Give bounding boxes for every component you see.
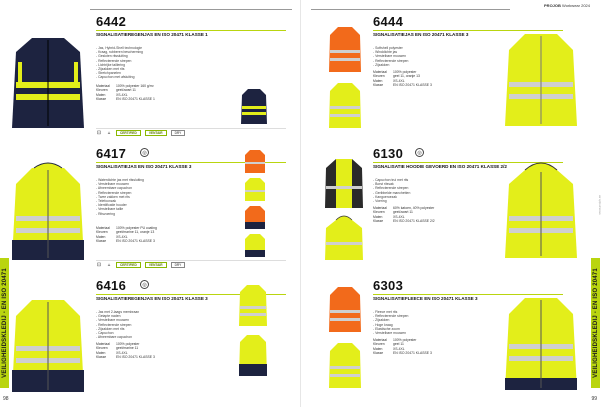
feature-item: - Lichtrijke taillering <box>96 63 226 67</box>
tag-badge: VENTAIR <box>145 262 167 268</box>
spec-value: EN ISO 20471 KLASSE 2/2 <box>393 218 435 223</box>
side-tab-label: VEILIGHEIDSKLEDIJ - EN ISO 20471 <box>592 268 599 378</box>
product-thumb <box>323 214 365 262</box>
spec-key: Klasse <box>96 354 107 359</box>
page-number: 98 <box>3 396 9 402</box>
website-url: www.projob.se <box>598 195 602 215</box>
product-thumb <box>327 284 363 334</box>
spec-key: Maten <box>96 350 106 355</box>
collection-name: Workwear 2024 <box>562 3 590 8</box>
feature-item: - Getapte naden <box>96 314 226 318</box>
washing-icon: ⊡ <box>96 130 102 136</box>
header-rule <box>90 9 292 10</box>
tag-badge: DRY <box>171 262 186 268</box>
spec-value: 100% polyester <box>116 342 140 346</box>
spec-value: geel/marine 11 <box>116 346 139 351</box>
spec-value: 100% polyester PU coating <box>116 226 157 230</box>
feature-item: - Zijzakken <box>373 63 503 67</box>
product-6444[interactable] <box>303 14 583 140</box>
iron-icon: ▵ <box>107 262 111 268</box>
spec-key: Klasse <box>96 238 107 243</box>
feature-list <box>373 46 503 67</box>
feature-item: - Capuchon trui met rits <box>373 178 523 182</box>
product-image <box>8 294 88 394</box>
spec-table <box>96 226 226 243</box>
feature-item: - Voering <box>373 199 523 203</box>
spec-value: geel 11, oranje 13 <box>393 74 420 79</box>
spec-value: 100% polyester 160 g/m² <box>116 84 154 88</box>
category-side-tab <box>0 258 9 388</box>
product-thumb <box>238 282 268 328</box>
product-6130[interactable] <box>303 146 583 272</box>
spec-table <box>373 338 503 355</box>
product-title: SIGNALISATIEFLEECE EN ISO 20471 KLASSE 3 <box>373 296 478 301</box>
product-image <box>8 162 88 262</box>
product-6442[interactable] <box>8 14 288 140</box>
tag-badge: DRY <box>171 130 186 136</box>
product-title: SIGNALISATIEJAS EN ISO 20471 KLASSE 3 <box>373 32 469 37</box>
spec-value: EN ISO 20471 KLASSE 1 <box>116 96 155 101</box>
feature-item: - Capuchon met afsluiting <box>96 75 226 79</box>
spec-value: geel/marine 11, oranje 13 <box>116 230 155 235</box>
feature-item: - Fleece met rits <box>373 310 523 314</box>
feature-item: - Zijzakken met rits <box>96 67 226 71</box>
spec-table <box>96 84 226 101</box>
product-code: 6417 <box>96 146 127 161</box>
spec-value: XS-4XL <box>393 214 405 219</box>
feature-item: - Verstelbare mouwen <box>373 54 503 58</box>
feature-item: - Winddichte jas <box>373 50 503 54</box>
product-title: SIGNALISATIEREGENJAS EN ISO 20471 KLASSE 3 <box>96 296 208 301</box>
washing-icon: ⊡ <box>96 262 102 268</box>
product-code: 6130 <box>373 146 404 161</box>
product-code: 6303 <box>373 278 404 293</box>
feature-item: - Telefoonzak <box>96 199 226 203</box>
product-thumb <box>244 204 266 230</box>
spec-key: Klasse <box>373 82 384 87</box>
product-thumb <box>244 148 266 174</box>
feature-item: - Hoge kraag <box>373 323 523 327</box>
spec-row <box>96 355 226 359</box>
side-tab-label: VEILIGHEIDSKLEDIJ - EN ISO 20471 <box>1 268 8 378</box>
feature-item: - Zijzakken <box>373 318 523 322</box>
spec-row <box>96 239 226 243</box>
product-title: SIGNALISATIEJAS EN ISO 20471 KLASSE 3 <box>96 164 192 169</box>
product-code: 6444 <box>373 14 404 29</box>
spec-value: geel/zwart 11 <box>393 210 413 215</box>
standard-icon: ◎ <box>140 148 149 157</box>
spec-table <box>373 70 503 87</box>
spec-key: Materiaal <box>373 70 387 74</box>
spec-table <box>373 206 503 223</box>
spec-key: Materiaal <box>373 206 387 210</box>
spec-row <box>373 219 503 223</box>
feature-item: - Verstelbare mouwen <box>373 331 523 335</box>
spec-value: EN ISO 20471 KLASSE 3 <box>393 350 432 355</box>
feature-item: - Stretchpanelen <box>96 71 226 75</box>
spec-table <box>96 342 226 359</box>
product-6417[interactable] <box>8 146 288 272</box>
tag-badge: CERTIFIED <box>116 262 141 268</box>
spec-key: Kleuren <box>373 342 385 347</box>
spec-value: 100% polyester <box>393 338 417 342</box>
product-thumb <box>327 24 363 74</box>
spec-value: geel/zwart 11 <box>116 88 136 93</box>
brand-name: PROJOB <box>544 3 561 8</box>
spec-value: EN ISO 20471 KLASSE 3 <box>393 82 432 87</box>
page-number: 99 <box>591 396 597 402</box>
spec-key: Maten <box>96 92 106 97</box>
feature-item: - Ritsvoering <box>96 212 226 216</box>
spec-key: Kleuren <box>96 88 108 93</box>
spec-value: EN ISO 20471 KLASSE 3 <box>116 238 155 243</box>
feature-item: - Verstelbare taille <box>96 207 226 211</box>
product-thumb <box>327 80 363 130</box>
feature-item: - Waterdichte jas met ritssluiting <box>96 178 226 182</box>
tag-badge: CERTIFIED <box>116 130 141 136</box>
spec-key: Materiaal <box>96 226 110 230</box>
feature-item: - Kangoeroezak <box>373 195 523 199</box>
feature-item: - Capuchon <box>96 331 226 335</box>
standard-icon: ◎ <box>140 280 149 289</box>
spec-value: XS-4XL <box>393 346 405 351</box>
product-6303[interactable] <box>303 278 583 404</box>
header-rule <box>311 9 510 10</box>
tag-badge: VENTAIR <box>145 130 167 136</box>
feature-item: - Verstelbare mouwen <box>96 318 226 322</box>
product-code: 6416 <box>96 278 127 293</box>
spec-row <box>96 97 226 101</box>
feature-item: - Kraag, rubberen bescherming <box>96 50 226 54</box>
spec-key: Maten <box>373 78 383 83</box>
product-footer <box>96 260 286 268</box>
feature-item: - Reflecterende strepen <box>373 314 523 318</box>
feature-item: - Verstelbare mouwen <box>96 182 226 186</box>
feature-item: - Geribbelde manchetten <box>373 191 523 195</box>
product-thumb <box>244 232 266 258</box>
feature-item: - Zijzakken met rits <box>96 327 226 331</box>
feature-item: - Identificatie houder <box>96 203 226 207</box>
spec-key: Maten <box>96 234 106 239</box>
spec-key: Kleuren <box>96 230 108 235</box>
feature-list <box>96 46 226 80</box>
category-side-tab <box>591 258 600 388</box>
feature-item: - Reflecterende strepen <box>96 191 226 195</box>
product-footer <box>96 128 286 136</box>
right-page <box>300 0 600 407</box>
product-thumb <box>323 156 365 210</box>
product-image <box>501 160 581 260</box>
product-thumb <box>327 340 363 390</box>
product-image <box>501 28 581 128</box>
spec-value: XS-4XL <box>393 78 405 83</box>
spec-key: Maten <box>373 214 383 219</box>
spec-key: Kleuren <box>96 346 108 351</box>
spec-key: Maten <box>373 346 383 351</box>
product-title: SIGNALISATIEREGENJAS EN ISO 20471 KLASSE 1 <box>96 32 208 37</box>
spec-key: Kleuren <box>373 74 385 79</box>
left-page <box>0 0 300 407</box>
accent-rule <box>96 30 286 31</box>
feature-item: - Borst ritsvak <box>373 182 523 186</box>
product-image <box>501 292 581 392</box>
spec-key: Klasse <box>96 96 107 101</box>
feature-item: - Twee zakken met rits <box>96 195 226 199</box>
feature-item: - Elastische zoom <box>373 327 523 331</box>
feature-item: - Gesloten ritssluiting <box>96 54 226 58</box>
spec-key: Klasse <box>373 218 384 223</box>
spec-key: Klasse <box>373 350 384 355</box>
feature-item: - Reflecterende strepen <box>96 323 226 327</box>
spec-row <box>373 83 503 87</box>
feature-list <box>96 178 226 216</box>
iron-icon: ▵ <box>107 130 111 136</box>
spec-value: XS-4XL <box>116 234 128 239</box>
feature-item: - Softshell polyester <box>373 46 503 50</box>
product-thumb <box>238 332 268 378</box>
spec-value: geel 11 <box>393 342 404 347</box>
product-title: SIGNALISATIE HOODIE GEVOERD EN ISO 20471 KLASSE 2/2 <box>373 164 507 169</box>
feature-item: - Afneembare capuchon <box>96 186 226 190</box>
spec-value: 100% polyester <box>393 70 417 74</box>
feature-item: - Reflecterende strepen <box>373 59 503 63</box>
spec-value: XS-4XL <box>116 92 128 97</box>
product-thumb <box>244 176 266 202</box>
product-6416[interactable] <box>8 278 288 404</box>
standard-icon: ◎ <box>415 148 424 157</box>
spec-key: Materiaal <box>373 338 387 342</box>
spec-value: XS-4XL <box>116 350 128 355</box>
feature-item: - Reflecterende strepen <box>373 186 523 190</box>
feature-item: - Afneembare capuchon <box>96 335 226 339</box>
feature-item: - Reflecterende strepen <box>96 59 226 63</box>
product-image <box>8 30 88 130</box>
spec-value: 60% katoen, 40% polyester <box>393 206 435 210</box>
spec-key: Materiaal <box>96 342 110 346</box>
feature-item: - Jas met 2-laags membraan <box>96 310 226 314</box>
spec-key: Kleuren <box>373 210 385 215</box>
feature-list <box>96 310 226 339</box>
running-header <box>544 3 590 8</box>
spec-row <box>373 351 503 355</box>
product-thumb <box>240 86 268 126</box>
spec-value: EN ISO 20471 KLASSE 3 <box>116 354 155 359</box>
feature-item: - Jas, Hybrid-Shell technologie <box>96 46 226 50</box>
spec-key: Materiaal <box>96 84 110 88</box>
product-code: 6442 <box>96 14 127 29</box>
